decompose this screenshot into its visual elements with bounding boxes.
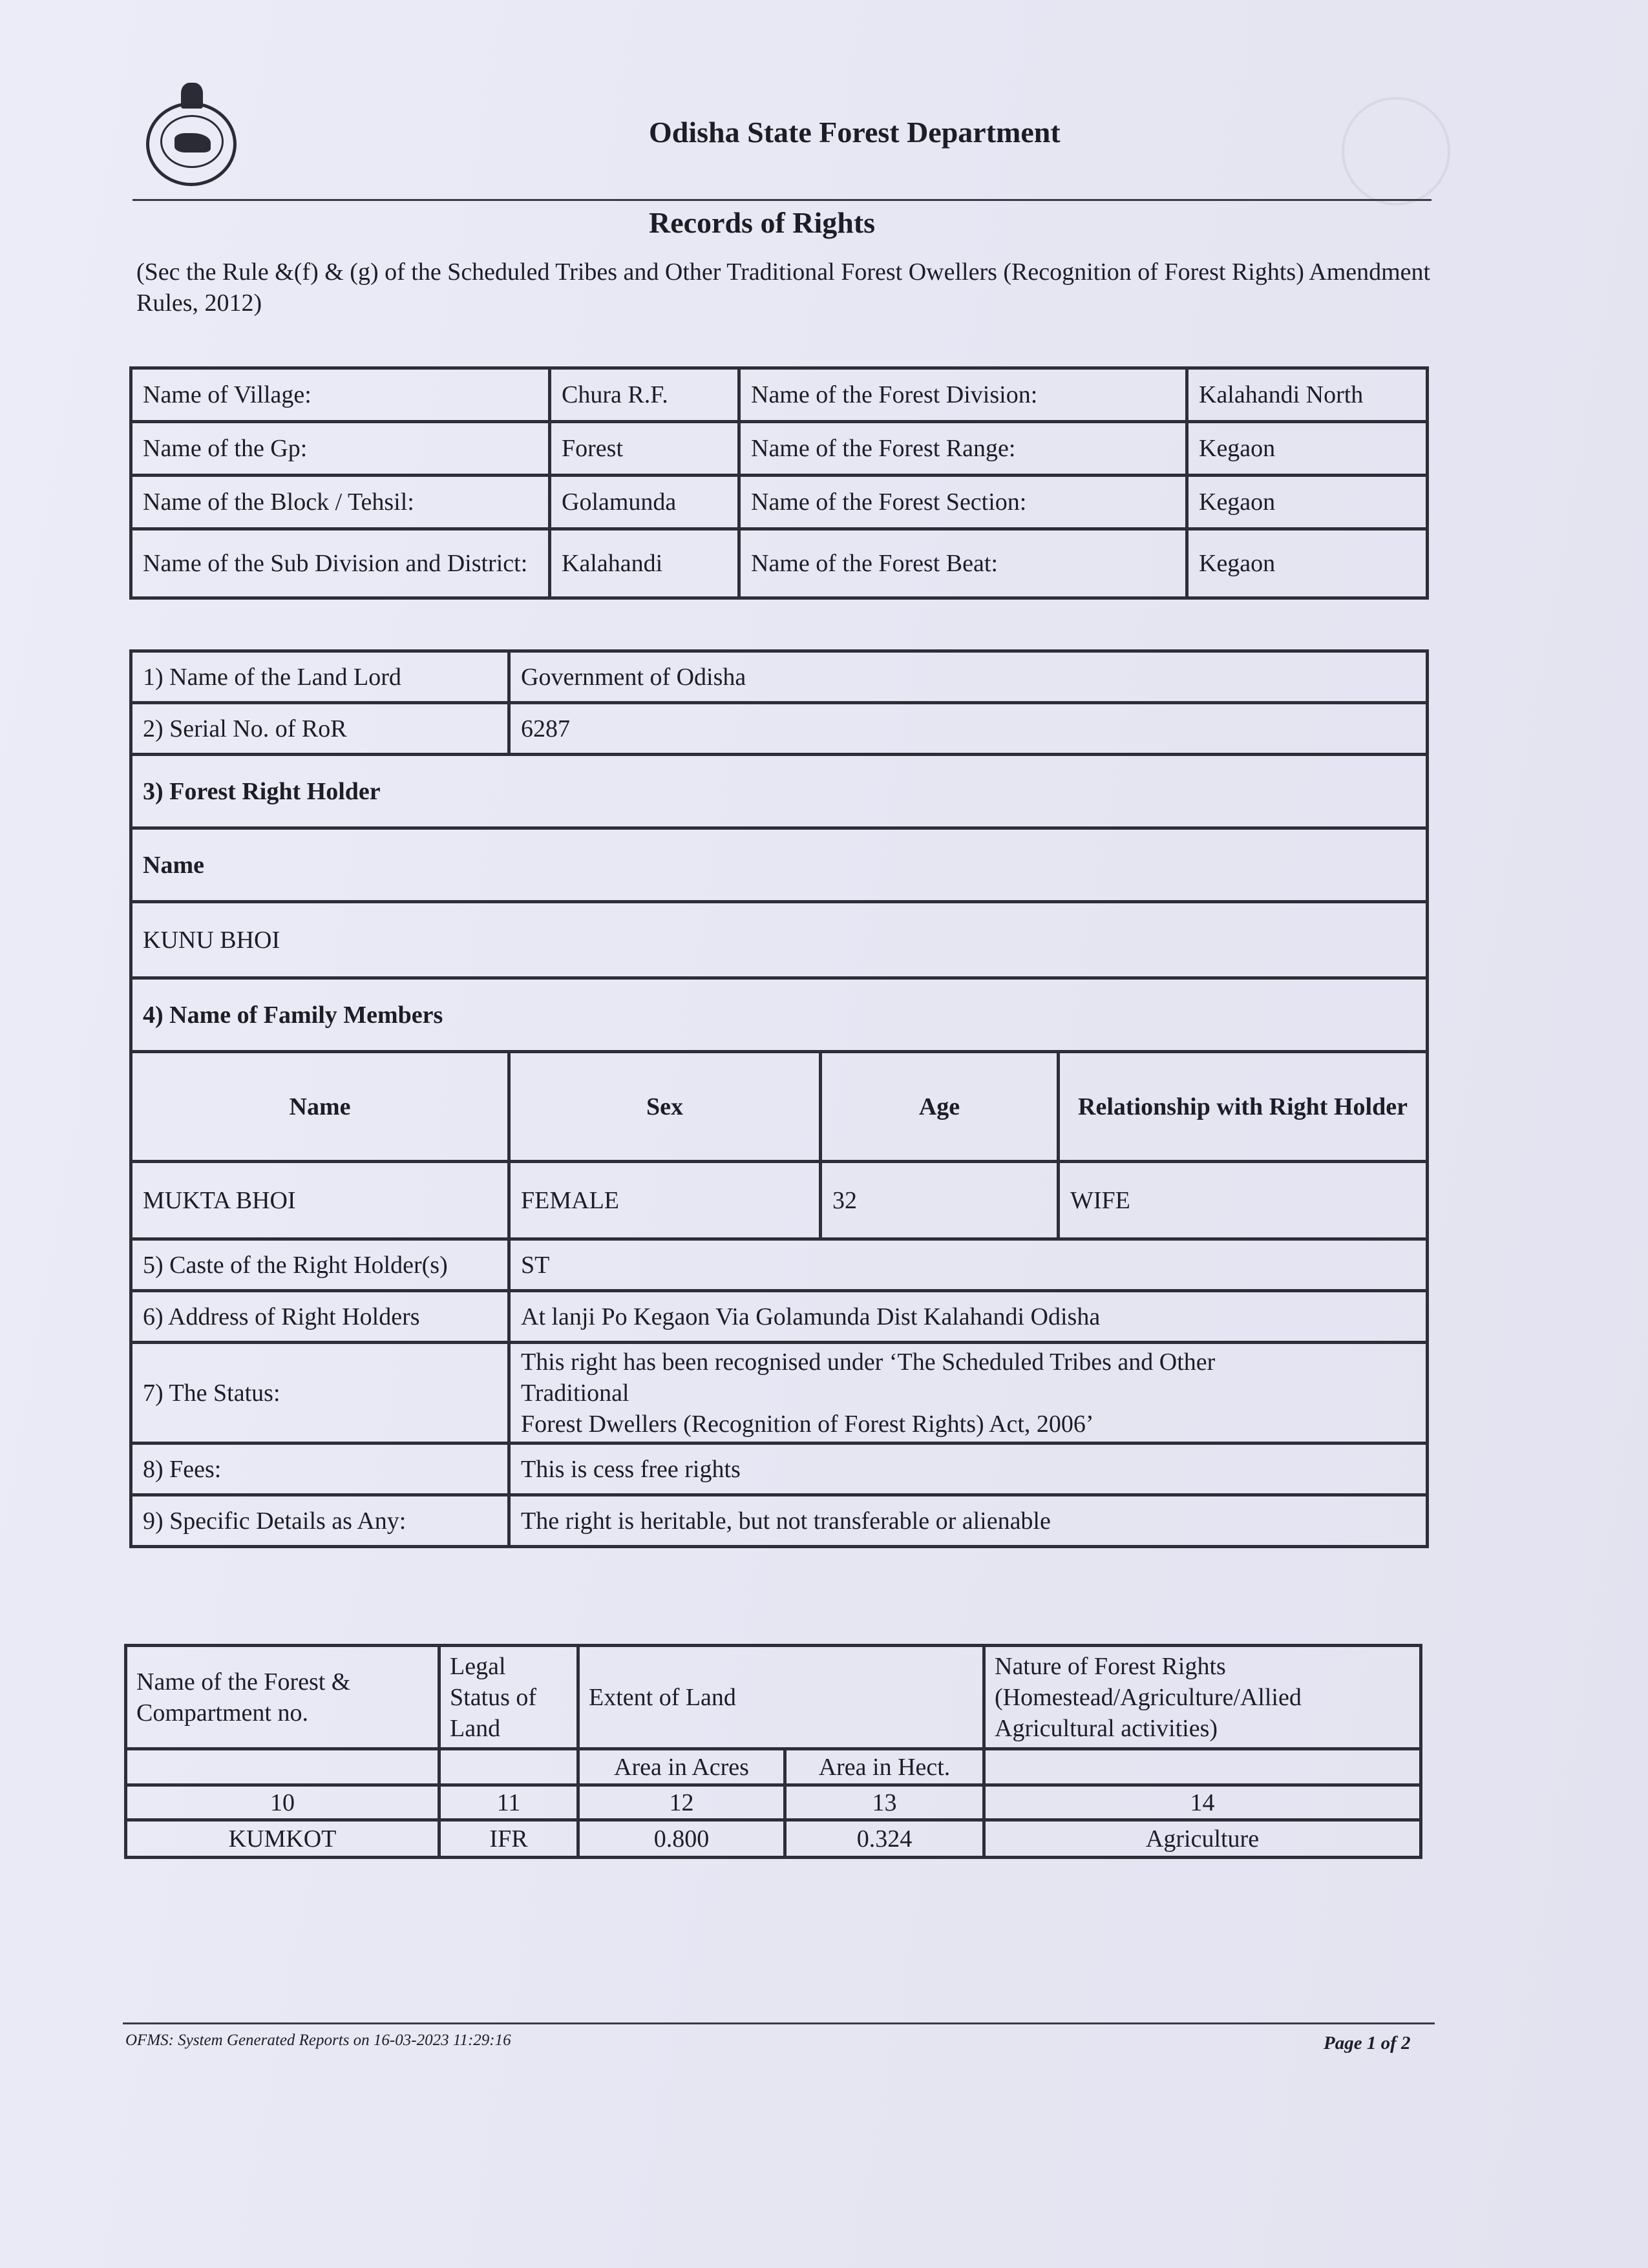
value-forest-division: Kalahandi North [1187,368,1428,422]
status-line: Forest Dwellers (Recognition of Forest Rights) Act, 2006’ [521,1410,1094,1438]
label-caste: 5) Caste of the Right Holder(s) [131,1239,509,1291]
value-forest-section: Kegaon [1187,476,1428,529]
value-area-acres: 0.800 [578,1820,785,1858]
column-header-area-acres: Area in Acres [578,1749,785,1785]
faint-seal-stamp [1342,97,1450,205]
column-header-name: Name [131,1052,509,1162]
value-legal-status: IFR [439,1820,578,1858]
label-holder-name: Name [131,828,1428,902]
rule-reference: (Sec the Rule &(f) & (g) of the Scheduled Tribes and Other Traditional Forest Owellers (Recognition of Forest Rights) Amendment Rules, 2012) [136,258,1431,317]
department-title: Odisha State Forest Department [649,116,1061,149]
value-forest-name: KUMKOT [126,1820,439,1858]
family-member-name: MUKTA BHOI [131,1162,509,1239]
family-member-age: 32 [821,1162,1059,1239]
column-header-legal-status: Legal Status of Land [439,1646,578,1749]
empty-cell [439,1749,578,1785]
emblem-horse-icon [174,133,211,152]
family-member-sex: FEMALE [509,1162,821,1239]
column-header-relationship: Relationship with Right Holder [1059,1052,1428,1162]
value-block-tehsil: Golamunda [550,476,739,529]
value-address: At lanji Po Kegaon Via Golamunda Dist Kalahandi Odisha [509,1291,1428,1343]
label-fees: 8) Fees: [131,1444,509,1495]
column-number: 12 [578,1785,785,1820]
value-subdivision-district: Kalahandi [550,529,739,598]
label-block-tehsil: Name of the Block / Tehsil: [131,476,550,529]
table-row [131,1495,1428,1547]
document-title: Records of Rights [649,206,876,239]
value-land-lord: Government of Odisha [509,651,1428,703]
value-gp: Forest [550,422,739,476]
value-caste: ST [509,1239,1428,1291]
label-specific-details: 9) Specific Details as Any: [131,1495,509,1547]
label-gp: Name of the Gp: [131,422,550,476]
label-forest-beat: Name of the Forest Beat: [739,529,1187,598]
value-area-hect: 0.324 [785,1820,984,1858]
label-land-lord: 1) Name of the Land Lord [131,651,509,703]
value-ror-serial: 6287 [509,703,1428,755]
column-header-extent: Extent of Land [578,1646,984,1749]
table-row [131,651,1428,703]
land-table [124,1644,1422,1859]
label-forest-division: Name of the Forest Division: [739,368,1187,422]
value-fees: This is cess free rights [509,1444,1428,1495]
column-number: 10 [126,1785,439,1820]
table-row [131,902,1428,978]
label-address: 6) Address of Right Holders [131,1291,509,1343]
column-number: 13 [785,1785,984,1820]
column-number: 14 [984,1785,1421,1820]
table-row [131,1239,1428,1291]
table-header-row [126,1646,1421,1749]
footer-page-number: Page 1 of 2 [1324,2033,1411,2053]
table-row [131,1444,1428,1495]
section-heading-family-members: 4) Name of Family Members [131,978,1428,1052]
table-row [131,422,1428,476]
label-subdivision-district: Name of the Sub Division and District: [131,529,550,598]
label-status: 7) The Status: [131,1343,509,1444]
status-line: Traditional [521,1379,629,1407]
header-divider [132,199,1431,201]
empty-cell [126,1749,439,1785]
table-row [131,828,1428,902]
footer-divider [123,2022,1435,2024]
value-village: Chura R.F. [550,368,739,422]
table-row [131,476,1428,529]
table-row [131,1343,1428,1444]
table-subheader-row [126,1749,1421,1785]
column-header-area-hect: Area in Hect. [785,1749,984,1785]
value-specific-details: The right is heritable, but not transferable or alienable [509,1495,1428,1547]
table-row [131,978,1428,1052]
column-header-nature-rights: Nature of Forest Rights (Homestead/Agriculture/Allied Agricultural activities) [984,1646,1421,1749]
table-row [131,368,1428,422]
value-forest-range: Kegaon [1187,422,1428,476]
table-row [131,703,1428,755]
column-number: 11 [439,1785,578,1820]
section-heading-right-holder: 3) Forest Right Holder [131,755,1428,828]
column-header-forest-compartment: Name of the Forest & Compartment no. [126,1646,439,1749]
column-number-row [126,1785,1421,1820]
value-forest-beat: Kegaon [1187,529,1428,598]
label-ror-serial: 2) Serial No. of RoR [131,703,509,755]
rights-table [129,649,1429,1548]
value-holder-name: KUNU BHOI [131,902,1428,978]
label-village: Name of Village: [131,368,550,422]
table-row [131,1162,1428,1239]
table-row [131,529,1428,598]
family-member-relationship: WIFE [1059,1162,1428,1239]
empty-cell [984,1749,1421,1785]
label-forest-section: Name of the Forest Section: [739,476,1187,529]
column-header-age: Age [821,1052,1059,1162]
table-header-row [131,1052,1428,1162]
footer-generated-note: OFMS: System Generated Reports on 16-03-2023 11:29:16 [125,2032,511,2049]
table-row [126,1820,1421,1858]
value-nature-rights: Agriculture [984,1820,1421,1858]
column-header-sex: Sex [509,1052,821,1162]
location-table [129,366,1429,600]
table-row [131,1291,1428,1343]
status-line: This right has been recognised under ‘The Scheduled Tribes and Other [521,1348,1216,1376]
label-forest-range: Name of the Forest Range: [739,422,1187,476]
table-row [131,755,1428,828]
odisha-emblem-logo [143,83,242,191]
value-status [509,1343,1428,1444]
